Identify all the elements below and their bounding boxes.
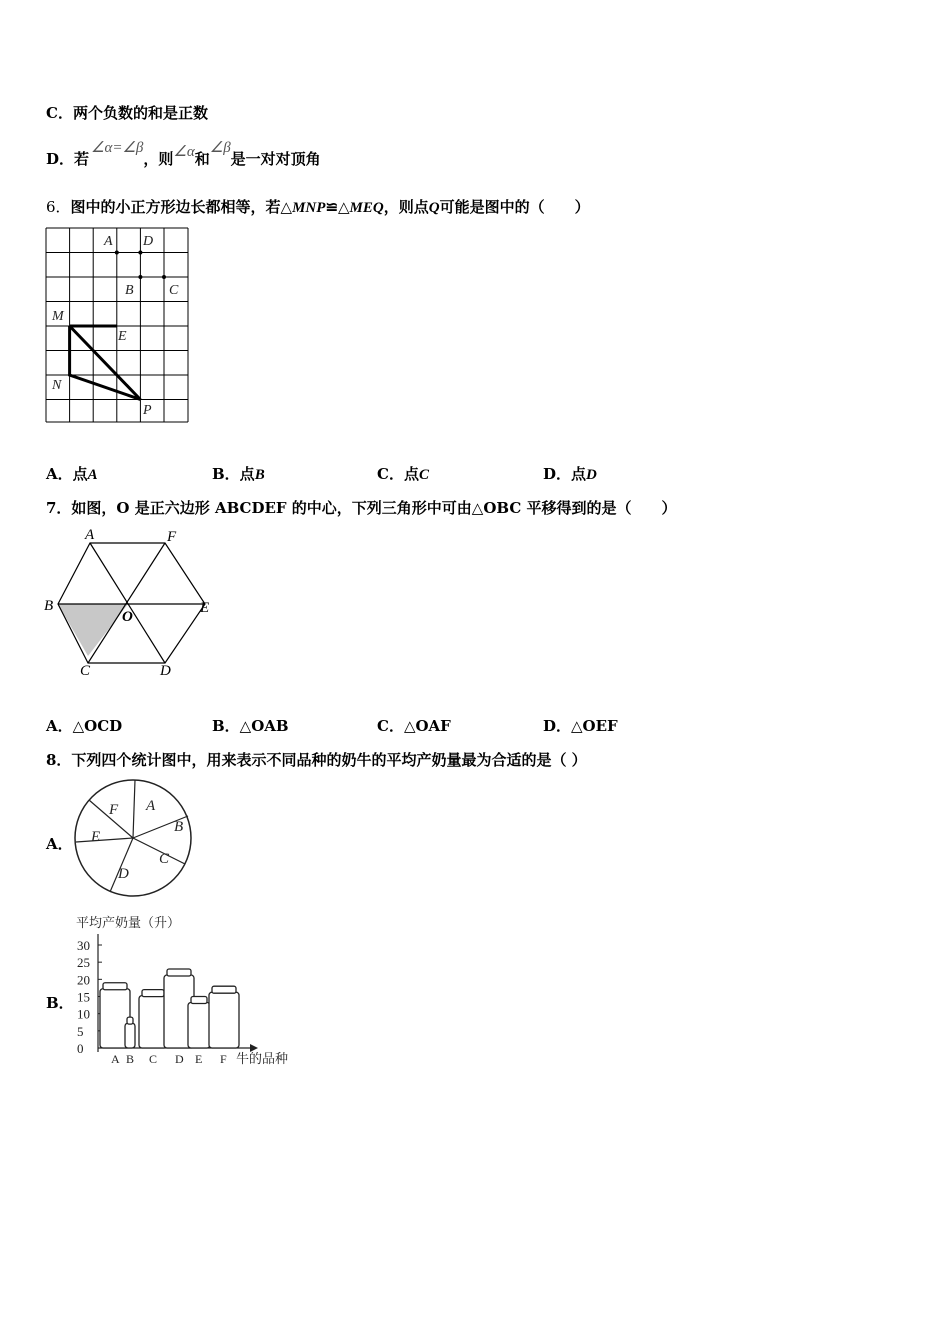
y-tick-label: 30 [77,938,90,953]
point-c [162,275,166,279]
q8-option-a: A． [46,835,73,853]
x-tick-label: B [126,1052,135,1066]
label-e: E [118,329,127,344]
jar-body [188,1003,210,1049]
q8-jar-bar-chart [70,910,300,1070]
hexagon-lines [58,543,205,663]
jar-lid [167,969,191,976]
hexagon-outline [58,543,205,663]
jar-lid [127,1017,133,1024]
q6-a-prefix: A．点 [46,465,88,483]
pie-label-f: F [109,802,119,818]
x-tick-label: D [175,1052,184,1066]
q7-question: 7．如图，O 是正六边形 ABCDEF 的中心，下列三角形中可由△OBC 平移得到的是（ ） [46,499,677,517]
jar-body [209,992,239,1048]
point-a [115,251,119,255]
q7-option-a: A．△OCD [46,717,123,735]
jar-body [139,996,167,1048]
shaded-triangle-obc [58,604,128,656]
jar-bar-c [139,990,167,1048]
pie-label-e: E [91,829,101,845]
q7-hexagon-figure [40,526,220,684]
q8-pie-chart [72,778,197,903]
q6-text2: ，则点 [383,198,429,216]
label-c: C [169,283,179,298]
hex-label-d: D [160,663,171,679]
q5-d-suffix: 是一对对顶角 [230,150,321,168]
y-tick-label: 0 [77,1041,84,1056]
q7-option-b: B．△OAB [212,717,289,735]
x-axis-arrow [250,1044,258,1052]
q6-mnp: MNP [292,200,326,216]
triangle-mnp [70,326,141,400]
jar-lid [103,983,127,990]
jar-lid [142,990,164,997]
q6-number: 6． [46,198,71,216]
jar-bar-e [188,997,210,1049]
q6-option-c [377,463,429,484]
label-a: A [104,234,113,249]
x-tick-label: C [149,1052,158,1066]
q5-d-angle-a: ∠α [173,144,195,160]
q6-meq: MEQ [349,200,384,216]
x-tick-label: A [111,1052,120,1066]
q6-cong: ≌△ [325,198,350,216]
jar-bar-f [209,986,239,1048]
q6-option-a [46,463,98,484]
q7-option-c: C．△OAF [377,717,451,735]
y-tick-label: 15 [77,989,90,1005]
hex-label-a: A [85,527,95,543]
q5-d-prefix: D．若 [46,150,90,168]
label-b: B [125,283,134,298]
q6-c-letter: C [418,467,429,483]
q6-b-prefix: B．点 [212,465,255,483]
q5-d-then: ，则 [143,150,174,168]
chart-title: 平均产奶量（升） [76,916,181,931]
q6-d-letter: D [586,467,597,483]
q5-d-and: 和 [194,150,210,168]
label-m: M [52,309,64,324]
point-d [138,251,142,255]
q5-option-c: C．两个负数的和是正数 [46,104,208,122]
q6-option-d [543,463,597,484]
q6-grid-figure [44,226,194,426]
q7-option-d: D．△OEF [543,717,618,735]
hex-label-f: F [167,529,177,545]
label-p: P [143,403,152,418]
q6-b-letter: B [254,467,265,483]
q5-option-d [46,140,321,169]
pie-label-c: C [159,851,170,867]
hex-label-o: O [122,609,133,625]
q6-text3: 可能是图中的（ ） [439,198,590,216]
hex-label-b: B [44,598,54,614]
label-d: D [143,234,154,249]
y-tick-label: 25 [77,955,90,971]
q6-question [46,196,590,217]
x-tick-label: E [195,1052,203,1066]
q6-triangles [70,326,141,400]
pie-label-a: A [146,798,156,814]
q6-c-prefix: C．点 [377,465,419,483]
q8-question: 8．下列四个统计图中，用来表示不同品种的奶牛的平均产奶量最为合适的是（ ） [46,751,587,769]
y-tick-label: 10 [77,1006,90,1022]
q6-d-prefix: D．点 [543,465,587,483]
x-axis-label: 牛的品种 [236,1052,289,1067]
hex-label-c: C [80,663,91,679]
y-tick-label: 5 [77,1023,84,1039]
q8-option-b: B． [46,994,74,1012]
q6-text1: 图中的小正方形边长都相等，若△ [70,198,293,216]
pie-label-b: B [174,819,184,835]
point-b [138,275,142,279]
jar-lid [191,997,207,1004]
hex-label-e: E [200,600,210,616]
label-n: N [52,378,62,393]
jar-body [125,1023,135,1048]
y-tick-label: 20 [77,972,90,988]
q5-d-angle-b: ∠β [209,140,231,156]
q6-q: Q [428,200,440,216]
pie-label-d: D [118,866,129,882]
q6-option-b [212,463,265,484]
q5-d-formula: ∠α=∠β [91,140,144,156]
q6-a-letter: A [87,467,98,483]
x-tick-label: F [220,1052,227,1066]
jar-bar-b [125,1017,135,1048]
jar-lid [212,986,236,993]
